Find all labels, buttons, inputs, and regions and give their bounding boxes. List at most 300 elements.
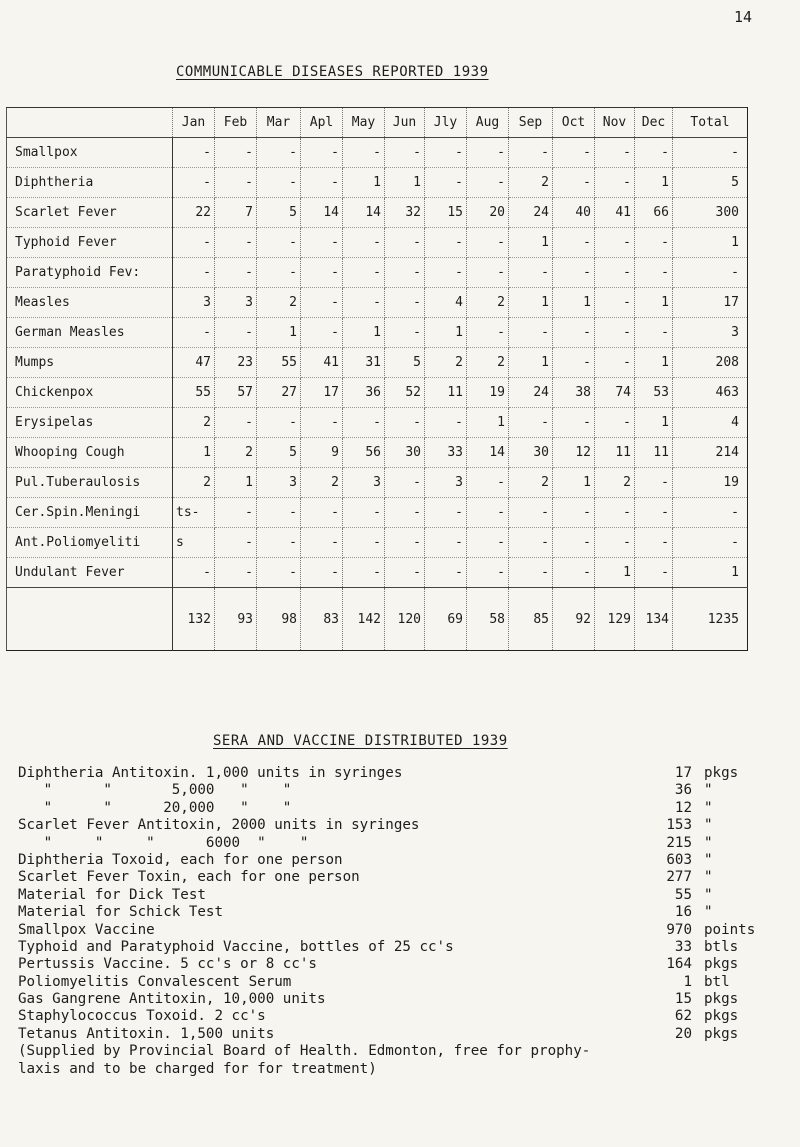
row-total-cell: -: [673, 528, 748, 558]
month-cell: 1: [343, 318, 385, 348]
sera-item: [18, 817, 788, 834]
month-total-cell: 69: [425, 588, 467, 651]
month-cell: 2: [509, 468, 553, 498]
month-cell: -: [553, 408, 595, 438]
table-row: [7, 138, 748, 168]
month-cell: 24: [509, 378, 553, 408]
sera-unit: ": [704, 817, 713, 834]
month-cell: 56: [343, 438, 385, 468]
month-cell: -: [385, 288, 425, 318]
month-cell: -: [385, 468, 425, 498]
table-row: [7, 228, 748, 258]
month-cell: -: [595, 258, 635, 288]
sera-item: [18, 904, 788, 921]
month-cell: -: [173, 558, 215, 588]
month-cell: 47: [173, 348, 215, 378]
disease-name: Erysipelas: [7, 408, 173, 438]
sera-description: Tetanus Antitoxin. 1,500 units: [18, 1025, 275, 1042]
month-cell: -: [595, 168, 635, 198]
month-total-cell: 134: [635, 588, 673, 651]
row-total-cell: 1: [673, 228, 748, 258]
month-cell: 2: [425, 348, 467, 378]
month-cell: -: [385, 558, 425, 588]
month-cell: -: [215, 528, 257, 558]
table-row: [7, 318, 748, 348]
month-cell: -: [425, 138, 467, 168]
month-cell: -: [595, 228, 635, 258]
sera-unit: pkgs: [704, 956, 739, 973]
month-cell: 31: [343, 348, 385, 378]
month-cell: -: [343, 498, 385, 528]
sera-unit: pkgs: [704, 1008, 739, 1025]
month-cell: 1: [635, 408, 673, 438]
sera-description: Material for Schick Test: [18, 904, 223, 921]
month-cell: 1: [595, 558, 635, 588]
month-cell: -: [301, 498, 343, 528]
sera-description: " " 20,000 " ": [18, 799, 292, 816]
month-cell: -: [215, 558, 257, 588]
month-cell: -: [257, 258, 301, 288]
sera-unit: ": [704, 782, 713, 799]
month-cell: -: [301, 288, 343, 318]
disease-name: Diphtheria: [7, 168, 173, 198]
month-cell: -: [215, 228, 257, 258]
month-cell: -: [467, 558, 509, 588]
month-cell: -: [595, 528, 635, 558]
sera-quantity: 970: [666, 921, 692, 938]
disease-name: Measles: [7, 288, 173, 318]
month-cell: -: [467, 228, 509, 258]
month-cell: -: [595, 318, 635, 348]
totals-row: [7, 588, 748, 651]
month-cell: -: [595, 498, 635, 528]
month-cell: 1: [173, 438, 215, 468]
month-cell: -: [257, 558, 301, 588]
month-cell: 2: [595, 468, 635, 498]
sera-quantity: 16: [674, 904, 692, 921]
header-jly: Jly: [425, 108, 467, 138]
month-cell: -: [343, 558, 385, 588]
sera-description: " " 5,000 " ": [18, 782, 292, 799]
sera-description: Smallpox Vaccine: [18, 921, 155, 938]
month-cell: -: [635, 528, 673, 558]
sera-unit: ": [704, 799, 713, 816]
month-cell: 57: [215, 378, 257, 408]
month-cell: 1: [635, 288, 673, 318]
row-total-cell: 4: [673, 408, 748, 438]
sera-item: [18, 1008, 788, 1025]
sera-unit: points: [704, 921, 756, 938]
month-cell: 27: [257, 378, 301, 408]
month-cell: 1: [509, 348, 553, 378]
month-cell: -: [467, 528, 509, 558]
header-feb: Feb: [215, 108, 257, 138]
month-cell: 3: [173, 288, 215, 318]
month-cell: 74: [595, 378, 635, 408]
sera-item: [18, 974, 788, 991]
month-cell: -: [467, 258, 509, 288]
disease-name: Smallpox: [7, 138, 173, 168]
sera-quantity: 12: [674, 799, 692, 816]
header-jan: Jan: [173, 108, 215, 138]
month-cell: 30: [509, 438, 553, 468]
month-cell: 38: [553, 378, 595, 408]
sera-description: Staphylococcus Toxoid. 2 cc's: [18, 1008, 266, 1025]
header-aug: Aug: [467, 108, 509, 138]
sera-description: Pertussis Vaccine. 5 cc's or 8 cc's: [18, 956, 317, 973]
month-cell: 2: [467, 348, 509, 378]
month-cell: -: [301, 138, 343, 168]
sera-item: [18, 869, 788, 886]
month-cell: ts-: [173, 498, 215, 528]
sera-quantity: 20: [674, 1025, 692, 1042]
month-cell: -: [467, 498, 509, 528]
table-row: [7, 168, 748, 198]
month-cell: 5: [385, 348, 425, 378]
month-cell: 20: [467, 198, 509, 228]
month-cell: 55: [257, 348, 301, 378]
row-total-cell: 3: [673, 318, 748, 348]
month-cell: -: [553, 258, 595, 288]
month-cell: -: [553, 138, 595, 168]
month-cell: 17: [301, 378, 343, 408]
disease-name: Undulant Fever: [7, 558, 173, 588]
sera-description: Poliomyelitis Convalescent Serum: [18, 973, 292, 990]
disease-name: Mumps: [7, 348, 173, 378]
month-cell: 36: [343, 378, 385, 408]
table-title: COMMUNICABLE DISEASES REPORTED 1939: [176, 64, 489, 80]
month-cell: -: [635, 318, 673, 348]
sera-unit: btls: [704, 938, 739, 955]
sera-item: [18, 991, 788, 1008]
table-row: [7, 558, 748, 588]
header-blank: [7, 108, 173, 138]
month-cell: 23: [215, 348, 257, 378]
month-cell: 33: [425, 438, 467, 468]
month-cell: -: [385, 498, 425, 528]
sera-item: [18, 956, 788, 973]
month-total-cell: 129: [595, 588, 635, 651]
month-cell: 55: [173, 378, 215, 408]
table-row: [7, 528, 748, 558]
header-mar: Mar: [257, 108, 301, 138]
month-cell: -: [509, 408, 553, 438]
month-cell: -: [257, 408, 301, 438]
disease-name: Typhoid Fever: [7, 228, 173, 258]
sera-quantity: 62: [674, 1008, 692, 1025]
row-total-cell: -: [673, 498, 748, 528]
month-cell: -: [509, 498, 553, 528]
month-cell: -: [385, 138, 425, 168]
month-cell: -: [553, 228, 595, 258]
month-cell: 22: [173, 198, 215, 228]
row-total-cell: -: [673, 138, 748, 168]
month-cell: -: [215, 318, 257, 348]
month-cell: -: [173, 228, 215, 258]
row-total-cell: 463: [673, 378, 748, 408]
month-cell: 32: [385, 198, 425, 228]
month-cell: -: [635, 258, 673, 288]
header-total: Total: [673, 108, 748, 138]
month-cell: -: [553, 528, 595, 558]
sera-quantity: 603: [666, 851, 692, 868]
month-cell: -: [385, 258, 425, 288]
table-row: [7, 288, 748, 318]
month-cell: -: [301, 528, 343, 558]
header-oct: Oct: [553, 108, 595, 138]
month-cell: -: [467, 468, 509, 498]
month-cell: 1: [343, 168, 385, 198]
sera-unit: pkgs: [704, 1025, 739, 1042]
sera-quantity: 15: [674, 991, 692, 1008]
month-cell: -: [595, 288, 635, 318]
sera-quantity: 215: [666, 834, 692, 851]
disease-name: Chickenpox: [7, 378, 173, 408]
month-cell: -: [509, 528, 553, 558]
month-cell: 3: [257, 468, 301, 498]
month-cell: 2: [173, 408, 215, 438]
month-cell: -: [425, 258, 467, 288]
table-row: [7, 468, 748, 498]
month-cell: 14: [343, 198, 385, 228]
header-jun: Jun: [385, 108, 425, 138]
row-total-cell: 214: [673, 438, 748, 468]
sera-item: [18, 887, 788, 904]
month-cell: 2: [467, 288, 509, 318]
month-cell: 30: [385, 438, 425, 468]
sera-item: [18, 939, 788, 956]
month-cell: -: [553, 498, 595, 528]
table-row: [7, 258, 748, 288]
month-cell: 3: [215, 288, 257, 318]
sera-quantity: 277: [666, 869, 692, 886]
month-cell: -: [425, 528, 467, 558]
month-cell: -: [635, 558, 673, 588]
month-cell: -: [595, 408, 635, 438]
month-cell: 1: [635, 348, 673, 378]
header-sep: Sep: [509, 108, 553, 138]
table-row: [7, 348, 748, 378]
month-cell: -: [257, 138, 301, 168]
month-total-cell: 58: [467, 588, 509, 651]
month-cell: -: [215, 258, 257, 288]
month-cell: -: [509, 318, 553, 348]
sera-description: Gas Gangrene Antitoxin, 10,000 units: [18, 991, 326, 1008]
table-row: [7, 378, 748, 408]
sera-quantity: 36: [674, 782, 692, 799]
month-total-cell: 83: [301, 588, 343, 651]
month-cell: 19: [467, 378, 509, 408]
month-cell: -: [635, 228, 673, 258]
month-cell: 2: [301, 468, 343, 498]
month-cell: 1: [215, 468, 257, 498]
month-cell: -: [385, 528, 425, 558]
month-cell: 1: [425, 318, 467, 348]
month-cell: -: [385, 408, 425, 438]
month-cell: -: [635, 498, 673, 528]
sera-description: Material for Dick Test: [18, 886, 206, 903]
sera-unit: ": [704, 904, 713, 921]
month-cell: 1: [509, 288, 553, 318]
sera-unit: btl: [704, 973, 730, 990]
month-cell: -: [257, 498, 301, 528]
sera-item: [18, 835, 788, 852]
month-cell: -: [635, 138, 673, 168]
month-cell: 11: [425, 378, 467, 408]
footnote-line-2: laxis and to be charged for for treatment): [18, 1060, 377, 1077]
sera-description: Typhoid and Paratyphoid Vaccine, bottles of 25 cc's: [18, 938, 454, 955]
disease-name: Scarlet Fever: [7, 198, 173, 228]
month-cell: -: [425, 498, 467, 528]
month-cell: -: [173, 168, 215, 198]
month-cell: -: [301, 318, 343, 348]
month-cell: -: [553, 558, 595, 588]
row-total-cell: 17: [673, 288, 748, 318]
month-cell: -: [467, 318, 509, 348]
month-cell: 4: [425, 288, 467, 318]
disease-name: Whooping Cough: [7, 438, 173, 468]
table-header-row: [7, 108, 748, 138]
sera-unit: ": [704, 834, 713, 851]
month-cell: -: [385, 318, 425, 348]
month-cell: 40: [553, 198, 595, 228]
month-cell: -: [215, 408, 257, 438]
month-cell: -: [173, 258, 215, 288]
month-total-cell: 132: [173, 588, 215, 651]
month-total-cell: 85: [509, 588, 553, 651]
month-cell: 9: [301, 438, 343, 468]
row-total-cell: 208: [673, 348, 748, 378]
sera-list: [18, 765, 788, 1078]
sera-description: " " " 6000 " ": [18, 834, 309, 851]
month-cell: -: [301, 168, 343, 198]
month-cell: 1: [257, 318, 301, 348]
month-cell: -: [215, 168, 257, 198]
month-cell: -: [425, 558, 467, 588]
month-cell: -: [425, 228, 467, 258]
row-total-cell: 1: [673, 558, 748, 588]
sera-item: [18, 1026, 788, 1043]
month-cell: 14: [467, 438, 509, 468]
month-cell: 11: [595, 438, 635, 468]
month-cell: -: [343, 228, 385, 258]
month-cell: -: [467, 138, 509, 168]
month-cell: -: [425, 408, 467, 438]
month-cell: -: [301, 408, 343, 438]
month-cell: 2: [257, 288, 301, 318]
sera-unit: pkgs: [704, 991, 739, 1008]
sera-item: [18, 922, 788, 939]
month-total-cell: 92: [553, 588, 595, 651]
month-cell: 41: [301, 348, 343, 378]
month-cell: -: [467, 168, 509, 198]
month-cell: 1: [509, 228, 553, 258]
disease-name: Paratyphoid Fev:: [7, 258, 173, 288]
month-cell: -: [635, 468, 673, 498]
row-total-cell: 19: [673, 468, 748, 498]
month-cell: 52: [385, 378, 425, 408]
month-cell: -: [343, 138, 385, 168]
month-cell: -: [215, 138, 257, 168]
month-cell: -: [343, 528, 385, 558]
sera-description: Scarlet Fever Antitoxin, 2000 units in syringes: [18, 817, 420, 834]
month-cell: -: [301, 258, 343, 288]
sera-quantity: 17: [674, 765, 692, 781]
sera-unit: pkgs: [704, 765, 739, 781]
month-cell: 1: [385, 168, 425, 198]
month-cell: -: [385, 228, 425, 258]
row-total-cell: 5: [673, 168, 748, 198]
month-total-cell: 98: [257, 588, 301, 651]
disease-name: Pul.Tuberaulosis: [7, 468, 173, 498]
sera-description: Diphtheria Antitoxin. 1,000 units in syringes: [18, 765, 403, 781]
month-cell: -: [257, 168, 301, 198]
sera-item: [18, 782, 788, 799]
sera-unit: ": [704, 851, 713, 868]
month-cell: 1: [553, 468, 595, 498]
month-cell: -: [343, 408, 385, 438]
month-cell: -: [343, 258, 385, 288]
sera-unit: ": [704, 869, 713, 886]
month-cell: -: [595, 138, 635, 168]
disease-name: Ant.Poliomyeliti: [7, 528, 173, 558]
month-cell: -: [257, 228, 301, 258]
month-cell: -: [509, 258, 553, 288]
month-cell: 3: [425, 468, 467, 498]
sera-description: Diphtheria Toxoid, each for one person: [18, 851, 343, 868]
table-row: [7, 198, 748, 228]
grand-total-cell: 1235: [673, 588, 748, 651]
sera-item: [18, 765, 788, 782]
month-total-cell: 120: [385, 588, 425, 651]
month-cell: 2: [509, 168, 553, 198]
month-cell: -: [257, 528, 301, 558]
month-cell: -: [301, 228, 343, 258]
row-total-cell: -: [673, 258, 748, 288]
month-cell: -: [215, 498, 257, 528]
table-row: [7, 408, 748, 438]
month-cell: -: [509, 558, 553, 588]
month-cell: -: [595, 348, 635, 378]
month-cell: -: [173, 318, 215, 348]
month-cell: -: [343, 288, 385, 318]
month-cell: 7: [215, 198, 257, 228]
header-nov: Nov: [595, 108, 635, 138]
sera-unit: ": [704, 886, 713, 903]
disease-name: German Measles: [7, 318, 173, 348]
month-cell: 41: [595, 198, 635, 228]
sera-quantity: 33: [674, 938, 692, 955]
month-cell: -: [173, 138, 215, 168]
sera-description: Scarlet Fever Toxin, each for one person: [18, 869, 360, 886]
month-cell: 66: [635, 198, 673, 228]
month-cell: 3: [343, 468, 385, 498]
month-cell: 15: [425, 198, 467, 228]
header-apl: Apl: [301, 108, 343, 138]
sera-item: [18, 800, 788, 817]
month-cell: -: [301, 558, 343, 588]
month-cell: 1: [635, 168, 673, 198]
month-cell: s: [173, 528, 215, 558]
footnote-line-1: (Supplied by Provincial Board of Health. Edmonton, free for prophy-: [18, 1043, 591, 1060]
month-cell: 11: [635, 438, 673, 468]
sera-quantity: 55: [674, 886, 692, 903]
month-cell: -: [509, 138, 553, 168]
sera-quantity: 153: [666, 817, 692, 834]
sera-item: [18, 852, 788, 869]
month-cell: 1: [553, 288, 595, 318]
month-cell: 12: [553, 438, 595, 468]
